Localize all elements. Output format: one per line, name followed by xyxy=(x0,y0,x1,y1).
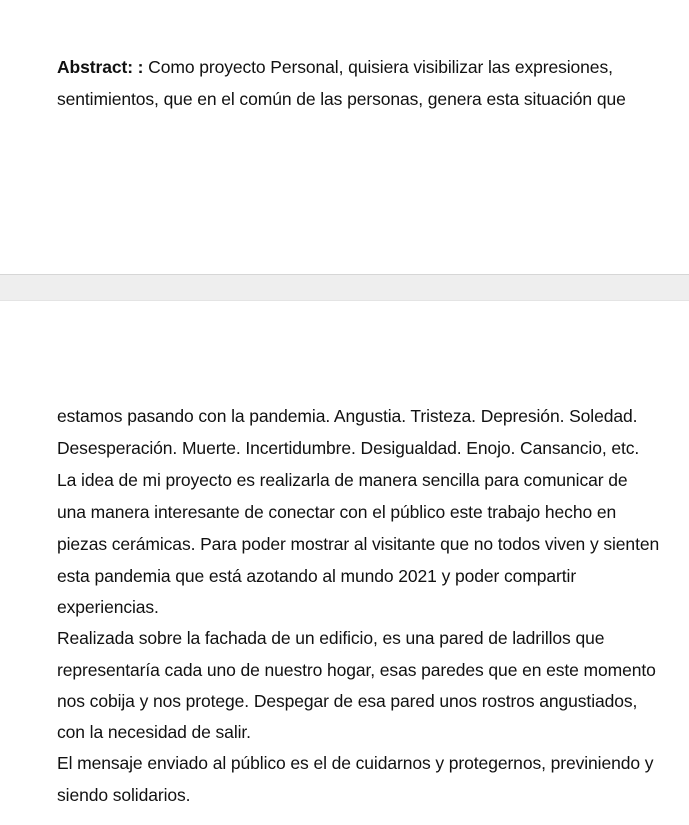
body-line-11: con la necesidad de salir. xyxy=(57,722,251,742)
body-line-10: nos cobija y nos protege. Despegar de esa pared unos rostros angustiados, xyxy=(57,691,638,711)
body-line-12: El mensaje enviado al público es el de cuidarnos y protegernos, previniendo y xyxy=(57,753,654,773)
body-line-2: Desesperación. Muerte. Incertidumbre. Desigualdad. Enojo. Cansancio, etc. xyxy=(57,438,640,458)
abstract-line-2: sentimientos, que en el común de las personas, genera esta situación que xyxy=(57,89,626,109)
abstract-line-1 xyxy=(57,55,613,79)
body-line-4: una manera interesante de conectar con el público este trabajo hecho en xyxy=(57,502,617,522)
abstract-line-1-text: Como proyecto Personal, quisiera visibilizar las expresiones, xyxy=(143,57,613,77)
body-line-13: siendo solidarios. xyxy=(57,785,191,805)
body-line-6: esta pandemia que está azotando al mundo 2021 y poder compartir xyxy=(57,566,577,586)
body-line-8: Realizada sobre la fachada de un edificio, es una pared de ladrillos que xyxy=(57,628,605,648)
body-line-3: La idea de mi proyecto es realizarla de manera sencilla para comunicar de xyxy=(57,470,628,490)
body-line-7: experiencias. xyxy=(57,597,159,617)
body-line-5: piezas cerámicas. Para poder mostrar al visitante que no todos viven y sienten xyxy=(57,534,660,554)
body-line-1: estamos pasando con la pandemia. Angustia. Tristeza. Depresión. Soledad. xyxy=(57,406,638,426)
abstract-label: Abstract: : xyxy=(57,57,144,77)
body-line-9: representaría cada uno de nuestro hogar, esas paredes que en este momento xyxy=(57,660,656,680)
page-break-divider xyxy=(0,274,689,301)
